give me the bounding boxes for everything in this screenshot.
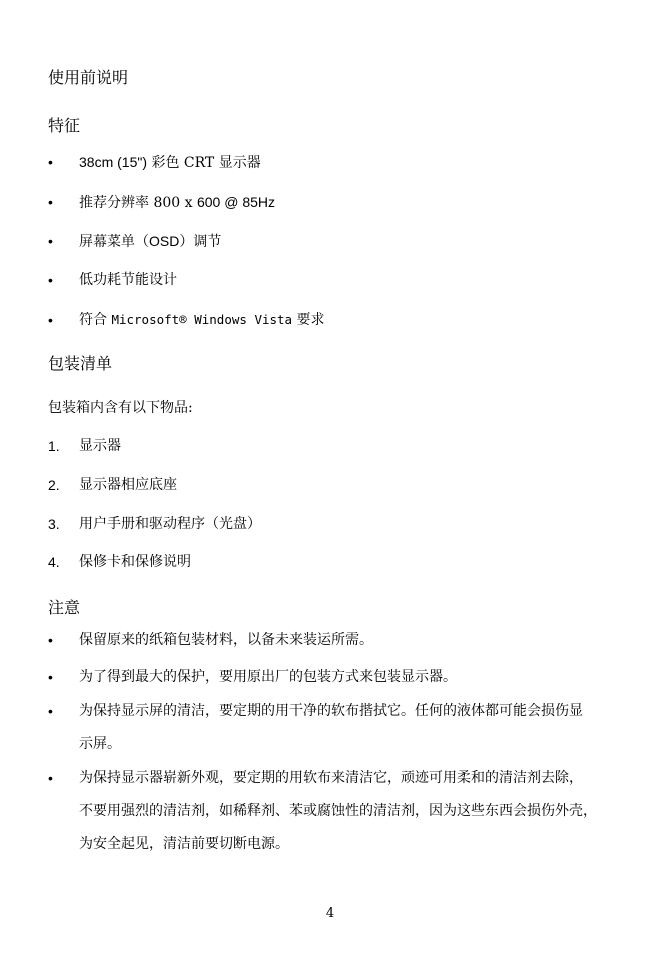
feature-text: 要求	[292, 312, 325, 328]
feature-text: 彩色 CRT 显示器	[147, 155, 261, 171]
package-intro: 包装箱内含有以下物品:	[48, 400, 193, 416]
bullet-icon: •	[48, 154, 53, 170]
note-line: 为保持显示器崭新外观，要定期的用软布来清洁它，顽迹可用柔和的清洁剂去除，	[79, 770, 583, 786]
features-heading: 特征	[48, 116, 81, 135]
item-text: 显示器	[79, 438, 121, 454]
bullet-icon: •	[48, 194, 53, 210]
feature-text: OSD	[149, 233, 180, 249]
feature-text: Microsoft® Windows Vista	[111, 312, 293, 327]
bullet-icon: •	[48, 632, 53, 648]
feature-text: ）调节	[179, 234, 222, 250]
note-line: 为了得到最大的保护，要用原出厂的包装方式来包装显示器。	[79, 669, 457, 685]
bullet-icon: •	[48, 669, 53, 685]
bullet-icon: •	[48, 770, 53, 786]
item-text: 保修卡和保修说明	[79, 554, 191, 570]
feature-text: 推荐分辨率 800 x	[79, 195, 197, 211]
note-line: 为安全起见，清洁前要切断电源。	[79, 836, 289, 852]
item-number: 2.	[48, 477, 60, 493]
feature-text: 屏幕菜单（	[79, 234, 149, 250]
item-text: 用户手册和驱动程序（光盘）	[79, 516, 261, 532]
page-title: 使用前说明	[48, 68, 129, 87]
note-line: 为保持显示屏的清洁，要定期的用干净的软布揩拭它。任何的液体都可能会损伤显	[79, 703, 583, 719]
item-number: 3.	[48, 516, 60, 532]
bullet-icon: •	[48, 272, 53, 288]
feature-text: 低功耗节能设计	[79, 272, 177, 288]
bullet-icon: •	[48, 312, 53, 328]
item-number: 4.	[48, 554, 60, 570]
note-line: 保留原来的纸箱包装材料，以备未来装运所需。	[79, 632, 373, 648]
feature-text: 600 @ 85Hz	[196, 194, 276, 210]
bullet-icon: •	[48, 233, 53, 249]
feature-text: 38cm (15")	[79, 154, 147, 170]
note-line: 示屏。	[79, 736, 121, 752]
note-line: 不要用强烈的清洁剂，如稀释剂、苯或腐蚀性的清洁剂，因为这些东西会损伤外壳，	[79, 803, 597, 819]
item-text: 显示器相应底座	[79, 477, 177, 493]
package-heading: 包装清单	[48, 354, 113, 373]
feature-text: 符合	[79, 312, 112, 328]
item-number: 1.	[48, 438, 60, 454]
page-number: 4	[325, 906, 335, 921]
notes-heading: 注意	[48, 598, 81, 617]
bullet-icon: •	[48, 703, 53, 719]
